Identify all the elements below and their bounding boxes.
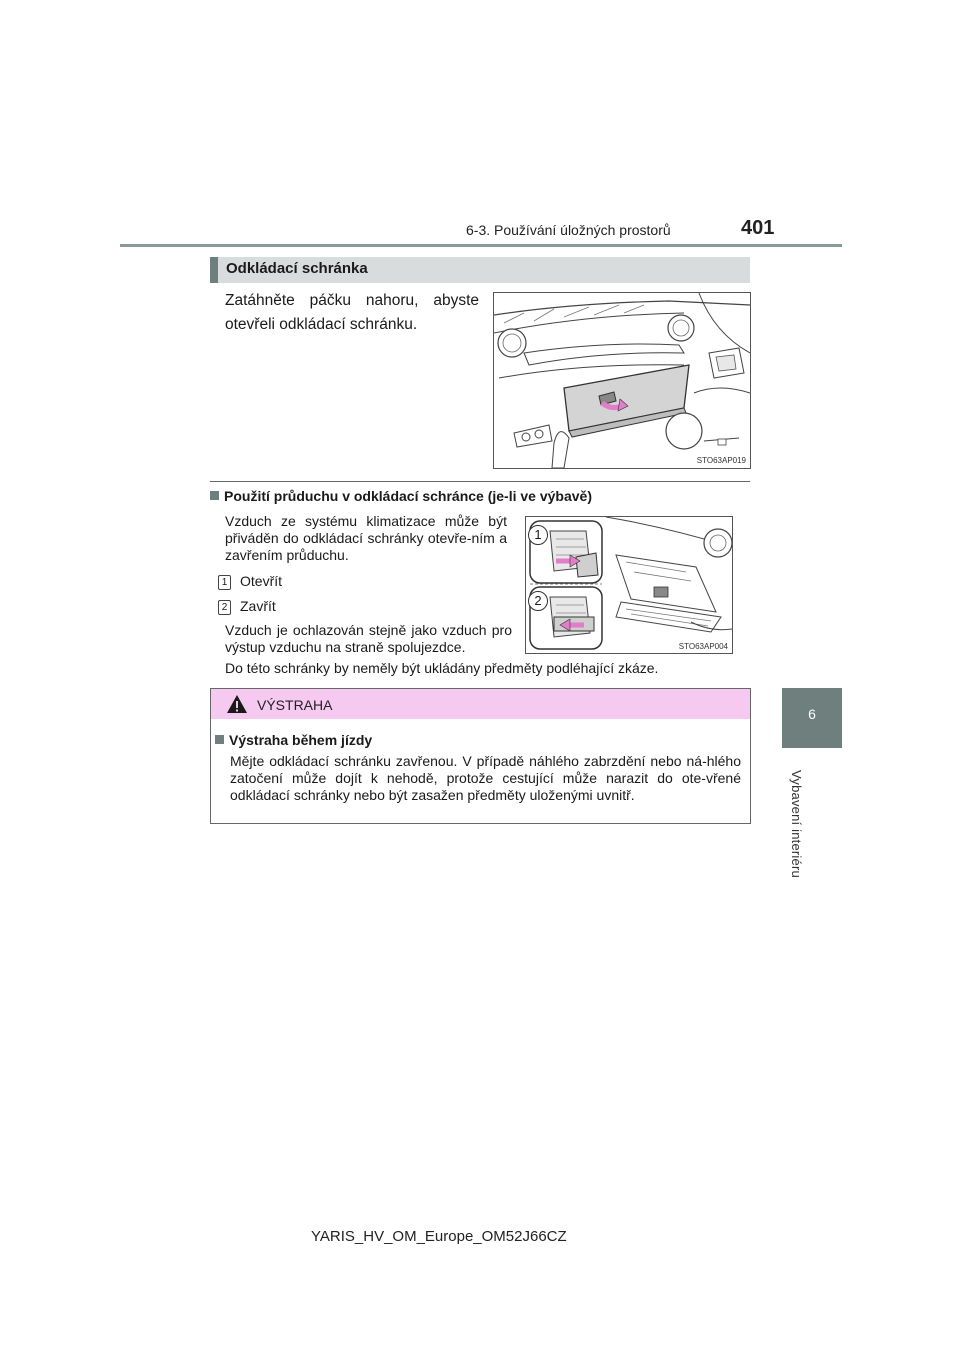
section-title: Odkládací schránka <box>226 260 368 277</box>
air-vent-caution: Do této schránky by neměly být ukládány předměty podléhající zkáze. <box>225 660 659 676</box>
section-header-accent <box>210 257 218 283</box>
glovebox-figure <box>493 292 751 469</box>
glovebox-illustration <box>494 293 750 468</box>
step-number: 1 <box>218 575 231 590</box>
glovebox-instruction: Zatáhněte páčku nahoru, abyste otevřeli odkládací schránku. <box>225 292 479 333</box>
step-item <box>218 573 282 590</box>
document-id: YARIS_HV_OM_Europe_OM52J66CZ <box>311 1228 567 1245</box>
bullet-square-icon <box>210 491 219 500</box>
air-vent-intro: Vzduch ze systému klimatizace může být přiváděn do odkládací schránky otevře-ním a zavřením průduchu. <box>225 513 507 563</box>
air-vent-figure <box>525 516 733 654</box>
header-divider <box>120 244 842 247</box>
step-item <box>218 598 276 615</box>
chapter-number: 6 <box>808 706 816 722</box>
bullet-square-icon <box>215 735 224 744</box>
page-number: 401 <box>741 217 775 239</box>
subsection-title <box>210 488 592 504</box>
warning-subtitle-text: Výstraha během jízdy <box>229 732 373 748</box>
callout-1: 1 <box>528 525 548 545</box>
step-label: Zavřít <box>240 598 276 614</box>
chapter-label: Vybavení interiéru <box>789 770 804 878</box>
callout-2: 2 <box>528 591 548 611</box>
air-vent-note: Vzduch je ochlazován stejně jako vzduch pro výstup vzduchu na straně spolujezdce. <box>225 622 512 655</box>
glovebox-figure-code: STO63AP019 <box>696 456 746 465</box>
air-vent-figure-code: STO63AP004 <box>678 642 728 651</box>
subsection-title-text: Použití průduchu v odkládací schránce (je-li ve výbavě) <box>224 488 592 504</box>
subsection-divider <box>210 481 750 482</box>
warning-subtitle <box>215 732 372 748</box>
header-section-title: 6-3. Používání úložných prostorů <box>466 222 671 238</box>
warning-text: Mějte odkládací schránku zavřenou. V případě náhlého zabrzdění nebo ná-hlého zatočení může dojít k nehodě, protože cestující může narazit do ote-vřené odkládací schránky nebo být zasažen předměty uloženými uvnitř. <box>230 753 741 803</box>
warning-triangle-icon <box>226 694 248 719</box>
step-number: 2 <box>218 600 231 615</box>
step-label: Otevřít <box>240 573 283 589</box>
warning-title: VÝSTRAHA <box>257 697 333 713</box>
air-vent-illustration <box>526 517 732 653</box>
